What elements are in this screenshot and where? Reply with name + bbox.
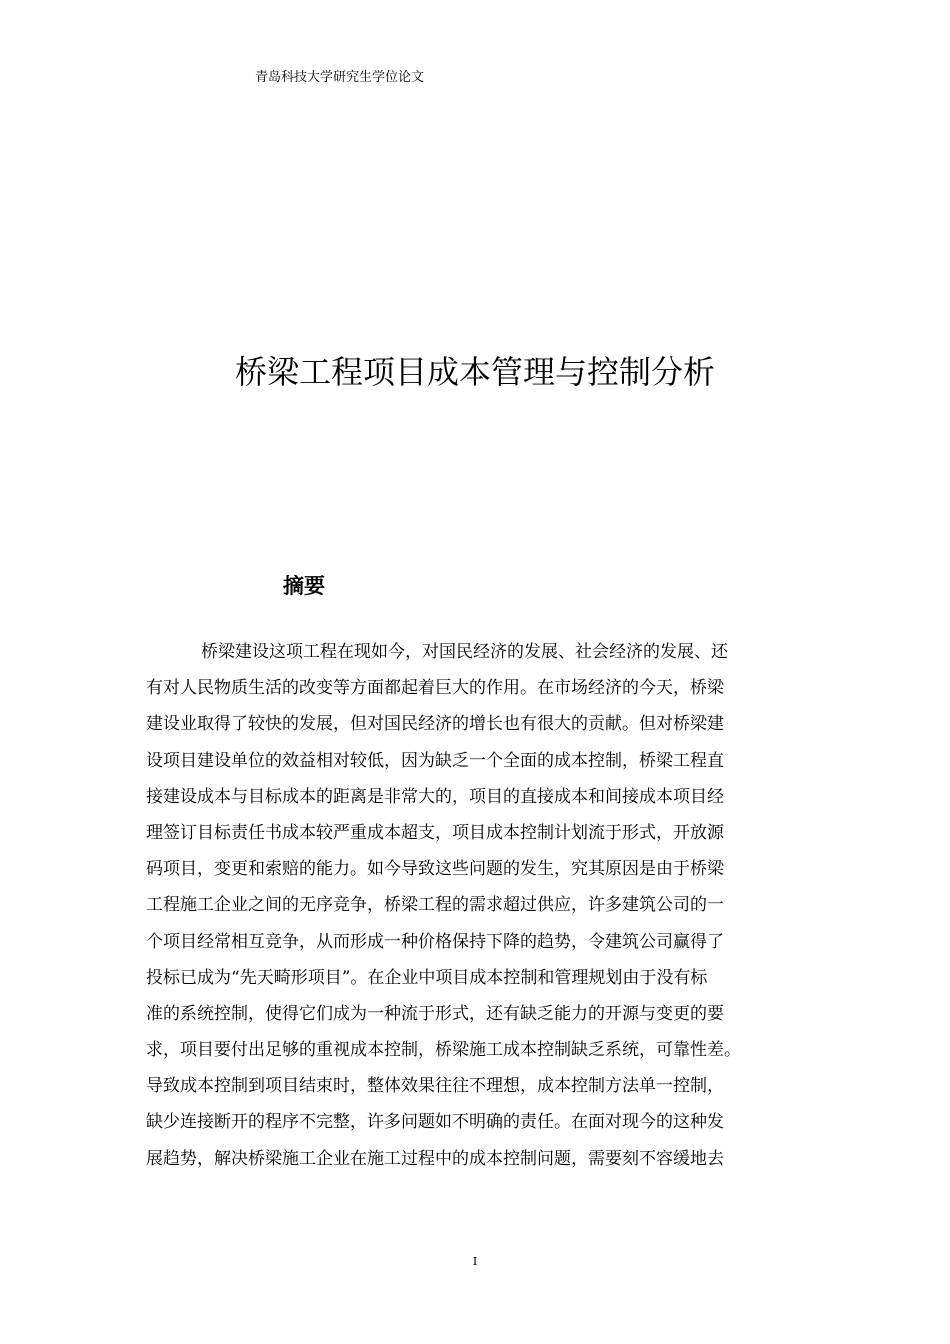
- abstract-body: [146, 636, 836, 1179]
- abstract-line: 桥梁建设这项工程在现如今，对国民经济的发展、社会经济的发展、还: [201, 642, 728, 662]
- abstract-line: 接建设成本与目标成本的距离是非常大的，项目的直接成本和间接成本项目经: [146, 786, 724, 807]
- abstract-line: 投标已成为“先天畸形项目”。在企业中项目成本控制和管理规划由于没有标: [146, 967, 708, 988]
- abstract-line: 准的系统控制，使得它们成为一种流于形式，还有缺乏能力的开源与变更的要: [146, 1003, 724, 1024]
- abstract-line: 建设业取得了较快的发展，但对国民经济的增长也有很大的贡献。但对桥梁建: [146, 714, 724, 735]
- abstract-line: 展趋势，解决桥梁施工企业在施工过程中的成本控制问题，需要刻不容缓地去: [146, 1148, 724, 1169]
- paper-title: 桥梁工程项目成本管理与控制分析: [234, 353, 715, 391]
- running-header: 青岛科技大学研究生学位论文: [255, 70, 425, 85]
- abstract-line: 缺少连接断开的程序不完整，许多问题如不明确的责任。在面对现今的这种发: [146, 1112, 724, 1133]
- page-number: I: [472, 1255, 478, 1268]
- abstract-line: 求，项目要付出足够的重视成本控制，桥梁施工成本控制缺乏系统，可靠性差。: [146, 1040, 741, 1061]
- abstract-line: 设项目建设单位的效益相对较低，因为缺乏一个全面的成本控制，桥梁工程直: [146, 750, 724, 771]
- abstract-line: 个项目经常相互竞争，从而形成一种价格保持下降的趋势，令建筑公司赢得了: [146, 931, 724, 952]
- abstract-line: 工程施工企业之间的无序竞争，桥梁工程的需求超过供应，许多建筑公司的一: [146, 895, 724, 916]
- abstract-heading: 摘要: [283, 574, 325, 598]
- abstract-line: 导致成本控制到项目结束时，整体效果往往不理想，成本控制方法单一控制，: [146, 1076, 724, 1097]
- abstract-line: 有对人民物质生活的改变等方面都起着巨大的作用。在市场经济的今天，桥梁: [146, 678, 724, 699]
- abstract-line: 码项目，变更和索赔的能力。如今导致这些问题的发生，究其原因是由于桥梁: [146, 859, 724, 880]
- abstract-line: 理签订目标责任书成本较严重成本超支，项目成本控制计划流于形式，开放源: [146, 822, 724, 843]
